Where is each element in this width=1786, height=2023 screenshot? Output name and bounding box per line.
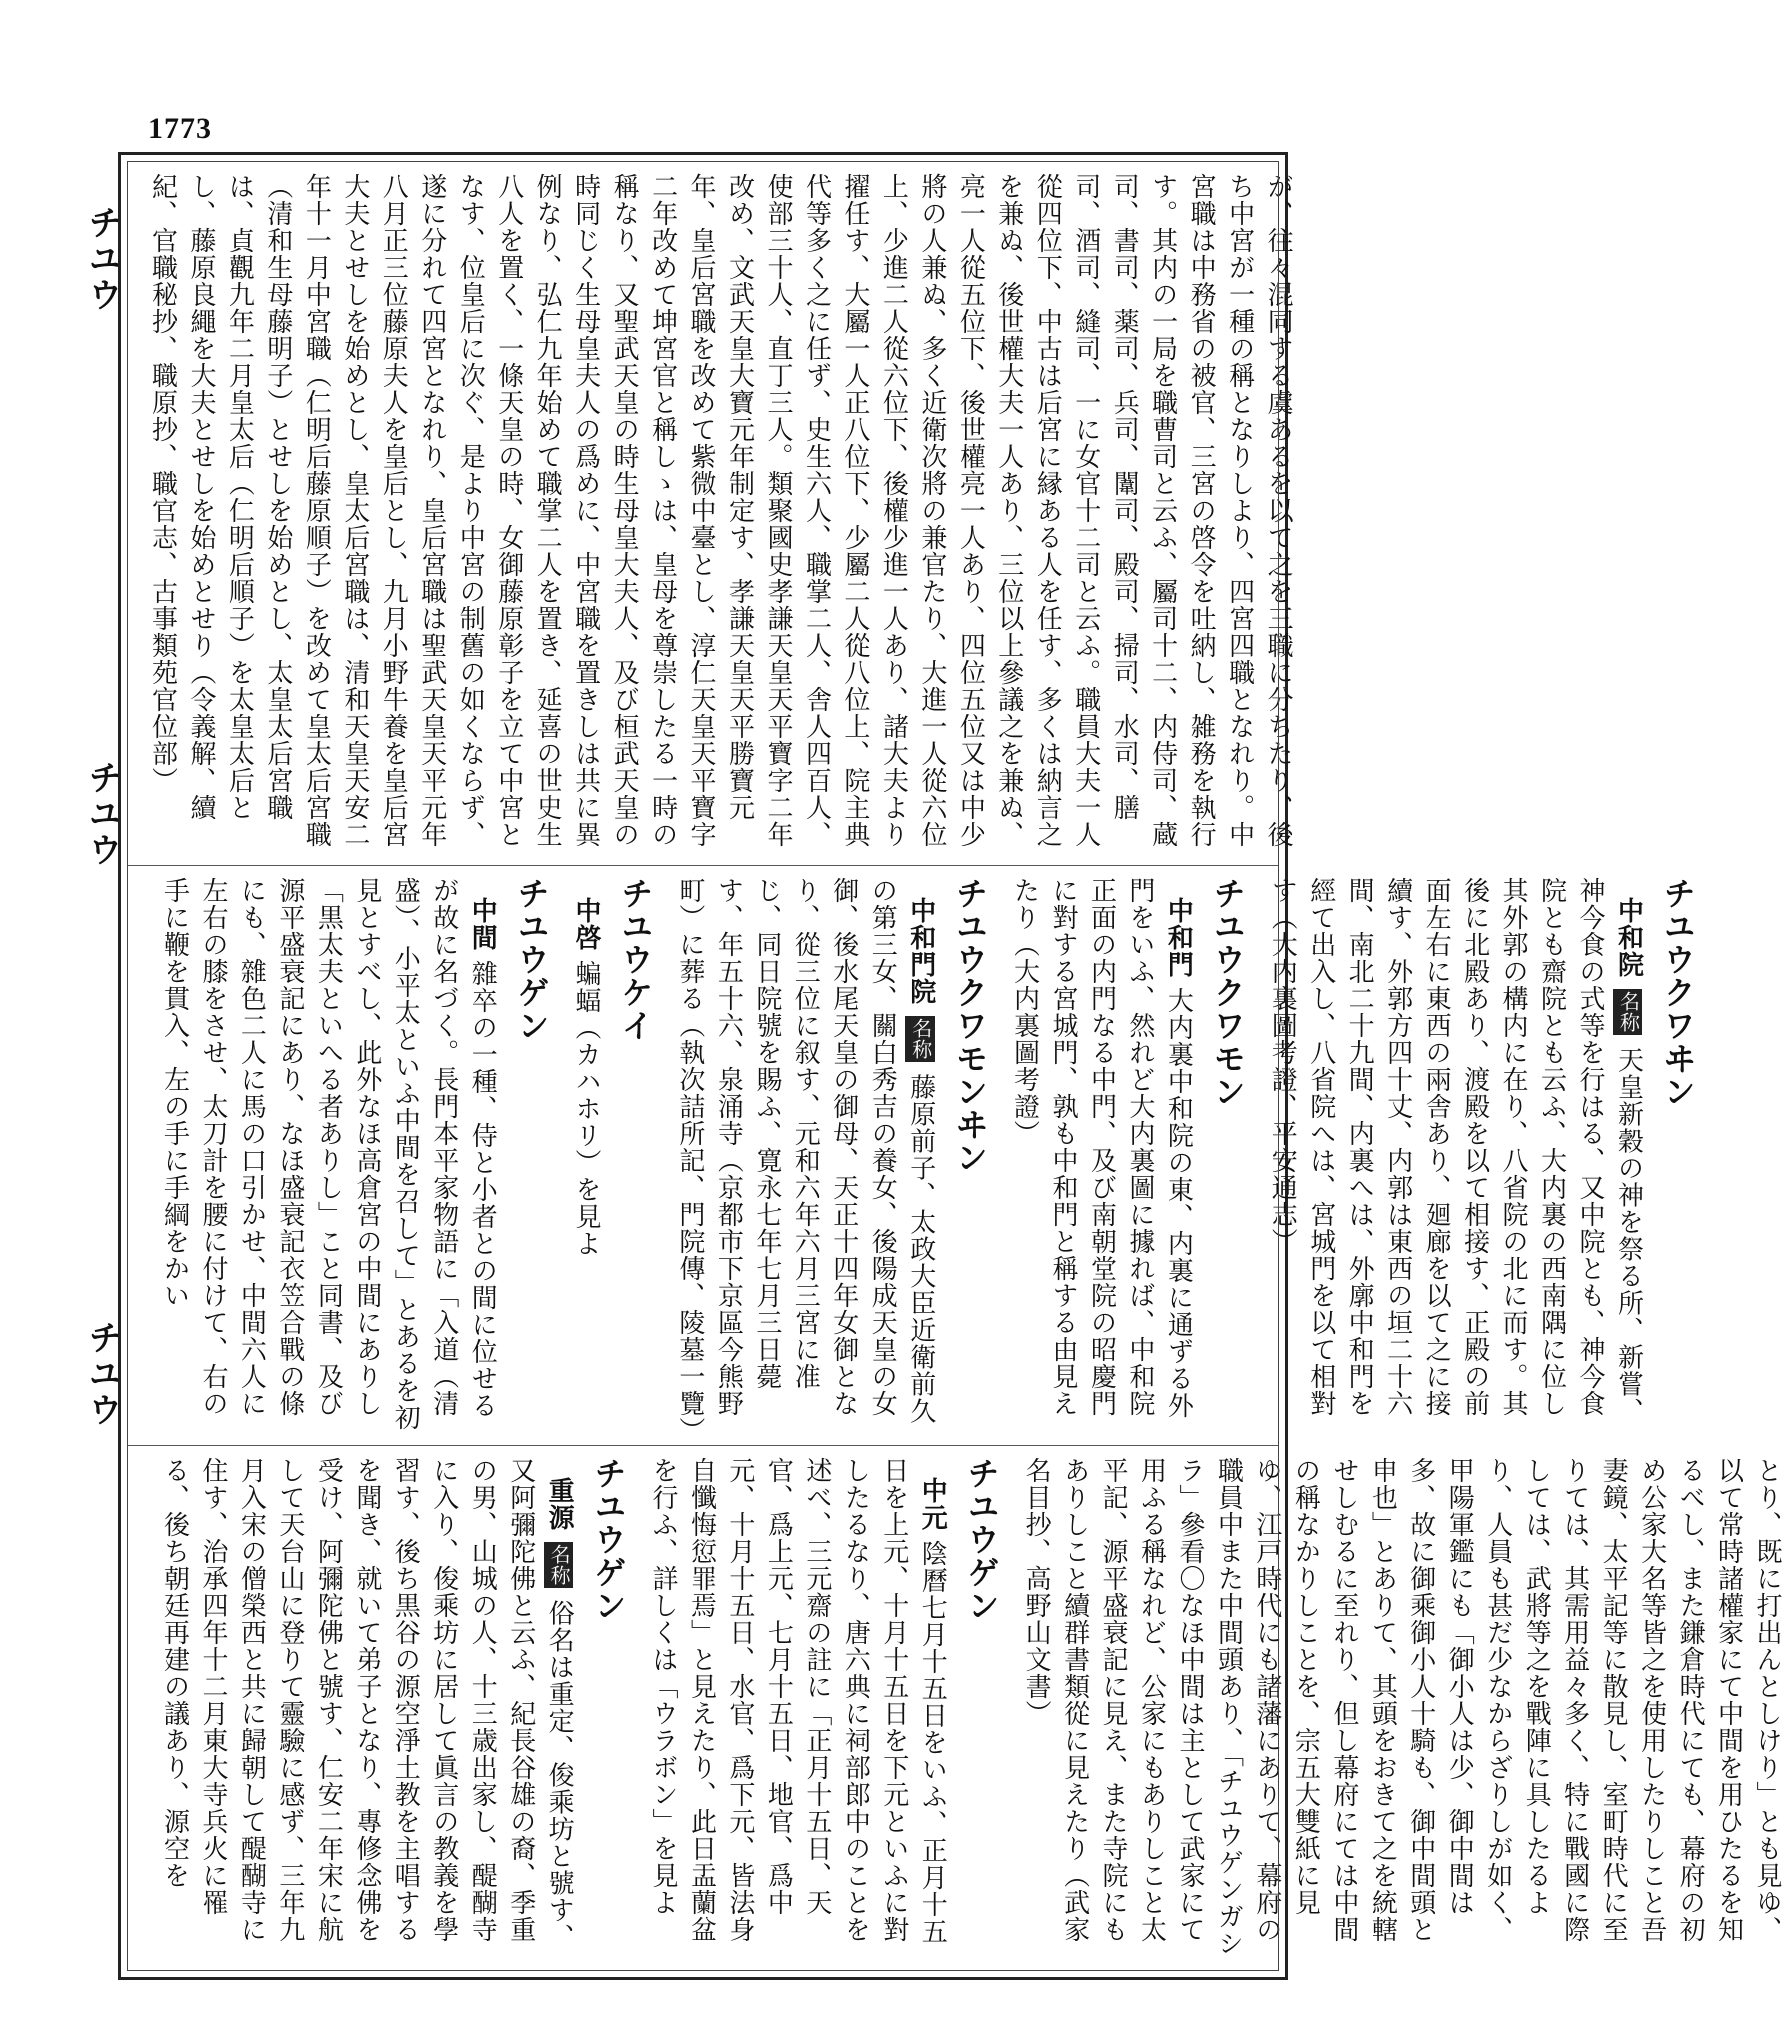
entry-kanji: 中元 bbox=[917, 1477, 948, 1531]
top-paragraph: が、往々混同する虞あるを以て之を三職に分ちたり、後ち中宮が一種の稱となりしより、四宮四職となれり。中宮職は中務省の被官、三宮の啓令を吐納し、雑務を執行す。其内の一局を職曹司と云ふ、屬司十二、内侍司、蔵司、書司、薬司、兵司、闈司、殿司、掃司、水司、膳司、酒司、縫司、一に女官十二司と云ふ。職員大夫一人從四位下、中古は后宮に縁ある人を任す、多くは納言之を兼ぬ、後世權大夫一人あり、三位以上參議之を兼ぬ、亮一人從五位下、後世權亮一人あり、四位五位又は中少將の人兼ぬ、多く近衛次將の兼官たり、大進一人從六位上、少進二人從六位下、後權少進一人あり、諸大夫より擢任す、大屬一人正八位下、少屬二人從八位上、院主典代等多く之に任ず、史生六人、職掌二人、舎人四百人、使部三十人、直丁三人。類聚國史孝謙天皇天平寶字二年改め、文武天皇大寶元年制定す、孝謙天皇天平勝寶元年、皇后宮職を改めて紫微中臺とし、淳仁天皇天平寶字二年改めて坤宮官と稱しゝは、皇母を尊崇したる一時の稱なり、又聖武天皇の時生母皇大夫人、及び桓武天皇の時同じく生母皇夫人の爲めに、中宮職を置きしは共に異例なり、弘仁九年始めて職掌二人を置き、延喜の世史生八人を置く、一條天皇の時、女御藤原彰子を立て中宮となす、位皇后に次ぐ、是より中宮の制舊の如くならず、遂に分れて四宮となれり、皇后宮職は聖武天皇天平元年八月正三位藤原夫人を皇后とし、九月小野牛養を皇后宮大夫とせしを始めとし、皇太后宮職は、清和天皇天安二年十一月中宮職（仁明后藤原順子）を改めて皇太后宮職（清和生母藤明子）とせしを始めとし、太皇太后宮職は、貞觀九年二月皇太后（仁明后順子）を太皇太后とし、藤原良繩を大夫とせしを始めとせり（令義解、續紀、官職秘抄、職原抄、職官志、古事類苑官位部） bbox=[147, 173, 1294, 848]
entry-chukamonin bbox=[670, 877, 993, 1444]
entry-heading: チユウクワモンヰン bbox=[951, 877, 990, 1174]
middle-section bbox=[143, 877, 1697, 1444]
entry-text: 蝙蝠（カハホリ）を見よ bbox=[571, 960, 602, 1258]
entry-kanji: 中間 bbox=[467, 897, 498, 951]
entry-text: 俗名は重定、俊乘坊と號す、又阿彌陀佛と云ふ、紀長谷雄の裔、季重の男、山城の人、十三歳出家し、醍醐寺に入り、俊乘坊に居して眞言の教義を學習す、後ち黒谷の源空淨土教を主唱するを聞き、就いて弟子となり、專修念佛を受け、阿彌陀佛と號す、仁安二年宋に航して天台山に登りて靈驗に感ず、三年九月入宋の僧榮西と共に歸朝して醍醐寺に住す、治承四年十二月東大寺兵火に罹る、後ち朝廷再建の議あり、源空を bbox=[159, 1457, 575, 1951]
top-text-columns bbox=[143, 173, 1297, 857]
side-header-bottom: チユウ bbox=[82, 1320, 122, 1428]
entry-kanji: 中和門 bbox=[1163, 897, 1194, 978]
entry-text: 天皇新穀の神を祭る所、新嘗、神今食の式等を行はる、又中院とも、神今食院とも齋院とも云ふ、大内裏の西南隅に位し其外郭の構内に在り、八省院の北に而す。其後に北殿あり、渡殿を以て相接す、正殿の前面左右に東西の兩舎あり、廻廊を以て之に接續す、外郭方四十丈、内郭は東西の垣二十六間、南北二十九間、内裏へは、外廓中和門を經て出入し、八省院へは、宮城門を以て相對す（大内裏圖考證、平安通志） bbox=[1267, 877, 1644, 1425]
entry-kanji: 重源 bbox=[544, 1477, 575, 1531]
side-header-top: チユウ bbox=[82, 205, 122, 313]
entry-heading: チユウクワヰン bbox=[1658, 877, 1697, 1108]
tag-badge: 名称 bbox=[544, 1542, 574, 1588]
entry-text: 大内裏中和院の東、内裏に通ずる外門をいふ、然れど大内裏圖に據れば、中和院正面の内門なる中門、及び南朝堂院の昭慶門に對する宮城門、孰も中和門と稱する由見えたり（大内裏圖考證） bbox=[1009, 877, 1194, 1420]
entry-chugen-chukan bbox=[155, 877, 555, 1437]
page-number: 1773 bbox=[148, 112, 212, 145]
entry-kanji: 中和院 bbox=[1613, 897, 1644, 978]
entry-heading: チユウゲン bbox=[962, 1457, 1001, 1622]
entry-chukei bbox=[567, 877, 659, 1437]
page-frame bbox=[118, 152, 1782, 1980]
entry-chukamon bbox=[1005, 877, 1251, 1437]
entry-text: 陰曆七月十五日をいふ、正月十五日を上元、十月十五日を下元といふに對したるなり、唐六典に祠部郎中のことを述べ、三元齋の註に「正月十五日、天官、爲上元、七月十五日、地官、爲中元、十月十五日、水官、爲下元、皆法身自懺悔愆罪焉」と見えたり、此日盂蘭盆を行ふ、詳しくは「ウラボン」を見よ bbox=[647, 1457, 948, 1946]
entry-heading: チユウクワモン bbox=[1208, 877, 1247, 1108]
side-header-middle: チユウ bbox=[82, 760, 122, 868]
section-divider-2 bbox=[127, 1445, 1279, 1446]
entry-heading: チユウケイ bbox=[616, 877, 655, 1042]
top-section bbox=[143, 173, 1294, 857]
entry-continued bbox=[1017, 1457, 1786, 1962]
entry-heading: チユウゲン bbox=[589, 1457, 628, 1622]
entry-heading: チユウゲン bbox=[512, 877, 551, 1042]
entry-text: とり、既に打出んとしけり」とも見ゆ、以て常時諸權家にて中間を用ひたるを知るべし、また鎌倉時代にても、幕府の初め公家大名等皆之を使用したりしこと吾妻鏡、太平記等に散見し、室町時代に至りては、其需用益々多く、特に戰國に際しては、武將等之を戰陣に具したるより、人員も甚だ少なからざりしが如く、甲陽軍鑑にも「御小人は少、御中間は多、故に御乘御小人十騎も、御中間頭と申也」とありて、其頭をおきて之を統轄せしむるに至れり、但し幕府にては中間の稱なかりしことを、宗五大雙紙に見ゆ、江戸時代にも諸藩にありて、幕府の職員中また中間頭あり、「チユウゲンガシラ」參看〇なほ中間は主として武家にて用ふる稱なれど、公家にもありしこと太平記、源平盛衰記に見え、また寺院にもありしこと續群書類從に見えたり（武家名目抄、高野山文書） bbox=[1021, 1457, 1782, 1957]
entry-chukain bbox=[1263, 877, 1701, 1437]
entry-chugen-chogen bbox=[155, 1457, 632, 1962]
middle-text-columns bbox=[143, 877, 1701, 1444]
bottom-text-columns bbox=[143, 1457, 1786, 1962]
entry-text: 藤原前子、太政大臣近衛前久の第三女、關白秀吉の養女、後陽成天皇の女御、後水尾天皇の御母、天正十四年女御となり、從三位に叙す、元和六年六月三宮に准じ、同日院號を賜ふ、寛永七年七月三日薨す、年五十六、泉涌寺（京都市下京區今熊野町）に葬る（執次詰所記、門院傳、陵墓一覽） bbox=[674, 877, 936, 1444]
entry-text: 雜卒の一種、侍と小者との間に位せるが故に名づく。長門本平家物語に「入道（清盛）、小平太といふ中間を召して」とあるを初見とすべし、此外なほ高倉宮の中間にありし「黒太夫といへる者ありし」こと同書、及び源平盛衰記にあり、なほ盛衰記衣笠合戰の條にも、雜色二人に馬の口引かせ、中間六人に左右の膝をさせ、太刀計を腰に付けて、右の手に鞭を貫入、左の手に手綱をかい bbox=[159, 877, 498, 1431]
entry-kanji: 中啓 bbox=[571, 897, 602, 951]
section-divider-1 bbox=[127, 865, 1279, 866]
tag-badge: 名称 bbox=[905, 1016, 935, 1062]
entry-chugen-chugen bbox=[644, 1457, 1005, 1962]
bottom-section bbox=[143, 1457, 1782, 1962]
tag-badge: 名称 bbox=[1613, 989, 1643, 1035]
entry-kanji: 中和門院 bbox=[905, 897, 936, 1005]
